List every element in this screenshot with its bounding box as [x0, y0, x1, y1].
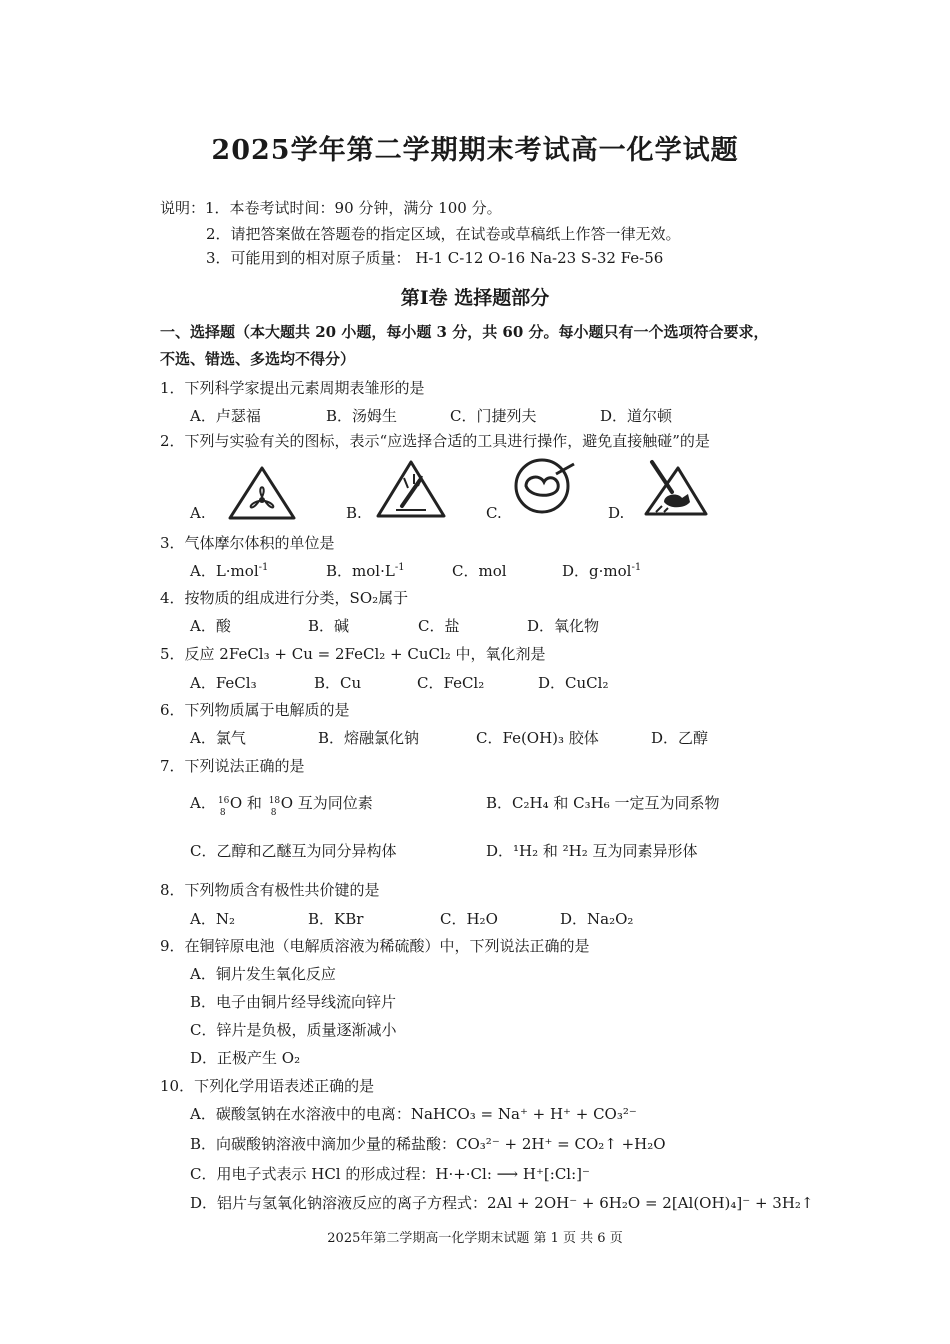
q3-option-d-sup: -1 [631, 562, 642, 573]
q10-option-d: D．铝片与氢氧化钠溶液反应的离子方程式：2Al + 2OH⁻ + 6H₂O = 2[Al(OH)₄]⁻ + 3H₂↑ [190, 1194, 814, 1212]
q1-stem: 1．下列科学家提出元素周期表雏形的是 [160, 379, 425, 397]
q4-option-b: B．碱 [308, 617, 350, 635]
q9-option-d: D．正极产生 O₂ [190, 1049, 301, 1067]
q2-stem: 2．下列与实验有关的图标，表示“应选择合适的工具进行操作，避免直接触碰”的是 [160, 432, 710, 450]
q5-stem: 5．反应 2FeCl₃ + Cu = 2FeCl₂ + CuCl₂ 中，氧化剂是 [160, 645, 546, 663]
q7-option-a-mid: O 和 [229, 794, 262, 812]
q2-option-d: D. [608, 504, 625, 522]
isotope-o16-z: 8 [219, 808, 226, 818]
q3-option-c: C．mol [452, 562, 507, 580]
q5-option-d: D．CuCl₂ [538, 674, 609, 692]
isotope-o16 [216, 793, 230, 818]
q4-option-a: A．酸 [190, 617, 231, 635]
q2-option-a: A. [190, 504, 206, 522]
q1-option-c: C．门捷列夫 [450, 407, 537, 425]
sharp-object-warning-icon [374, 458, 448, 520]
q8-option-a: A．N₂ [190, 910, 235, 928]
hand-protection-warning-icon [638, 458, 710, 520]
q3-option-a-text: A．L·mol [190, 562, 259, 580]
q2-icon-row [190, 462, 810, 527]
q6-option-a: A．氯气 [190, 729, 246, 747]
q4-option-c: C．盐 [418, 617, 460, 635]
q3-option-d [562, 561, 641, 581]
q2-option-c: C. [486, 504, 502, 522]
q1-option-b: B．汤姆生 [326, 407, 398, 425]
q6-option-d: D．乙醇 [651, 729, 709, 747]
q10-option-c: C．用电子式表示 HCl 的形成过程：H·+·Cl: ⟶ H⁺[:Cl:]⁻ [190, 1165, 590, 1183]
hot-surface-tongs-icon [512, 456, 578, 518]
note-2: 2．请把答案做在答题卷的指定区域，在试卷或草稿纸上作答一律无效。 [206, 225, 681, 243]
q8-option-c: C．H₂O [440, 910, 498, 928]
isotope-o18-mass: 18 [268, 796, 281, 806]
section-heading-line2: 不选、错选、多选均不得分） [160, 350, 356, 368]
q7-option-a-post: O 互为同位素 [280, 794, 373, 812]
q3-option-a [190, 561, 268, 581]
q3-option-a-sup: -1 [258, 562, 269, 573]
q4-option-d: D．氧化物 [527, 617, 600, 635]
q3-option-b [326, 561, 405, 581]
q9-stem: 9．在铜锌原电池（电解质溶液为稀硫酸）中，下列说法正确的是 [160, 937, 590, 955]
q6-option-c: C．Fe(OH)₃ 胶体 [476, 729, 599, 747]
q9-option-c: C．锌片是负极，质量逐渐减小 [190, 1021, 397, 1039]
q8-option-d: D．Na₂O₂ [560, 910, 634, 928]
q10-option-a: A．碳酸氢钠在水溶液中的电离：NaHCO₃ = Na⁺ + H⁺ + CO₃²⁻ [190, 1105, 637, 1123]
q7-option-c: C．乙醇和乙醚互为同分异构体 [190, 842, 397, 860]
q7-option-a-label: A． [190, 794, 216, 812]
page-footer: 2025年第二学期高一化学期末试题 第 1 页 共 6 页 [327, 1231, 623, 1246]
q3-option-d-text: D．g·mol [562, 562, 632, 580]
q9-option-a: A．铜片发生氧化反应 [190, 965, 336, 983]
q7-option-d: D．¹H₂ 和 ²H₂ 互为同素异形体 [486, 842, 698, 860]
q5-option-b: B．Cu [314, 674, 362, 692]
q8-option-b: B．KBr [308, 910, 364, 928]
q1-option-a: A．卢瑟福 [190, 407, 261, 425]
q5-option-c: C．FeCl₂ [417, 674, 485, 692]
q5-option-a: A．FeCl₃ [190, 674, 257, 692]
q3-stem: 3．气体摩尔体积的单位是 [160, 534, 335, 552]
q10-stem: 10．下列化学用语表述正确的是 [160, 1077, 375, 1095]
q7-option-a [190, 793, 373, 818]
q7-stem: 7．下列说法正确的是 [160, 757, 305, 775]
q2-option-b: B. [346, 504, 362, 522]
q4-stem: 4．按物质的组成进行分类，SO₂属于 [160, 589, 409, 607]
note-3: 3．可能用到的相对原子质量： H-1 C-12 O-16 Na-23 S-32 Fe-56 [206, 249, 664, 267]
q6-option-b: B．熔融氯化钠 [318, 729, 420, 747]
q10-option-b: B．向碳酸钠溶液中滴加少量的稀盐酸：CO₃²⁻ + 2H⁺ = CO₂↑ +H₂O [190, 1135, 666, 1153]
q1-option-d: D．道尔顿 [600, 407, 673, 425]
page-title: 2025学年第二学期期末考试高一化学试题 [211, 135, 739, 166]
isotope-o18 [267, 793, 281, 818]
q3-option-b-text: B．mol·L [326, 562, 395, 580]
section-heading-line1: 一、选择题（本大题共 20 小题，每小题 3 分，共 60 分。每小题只有一个选项符合要求， [160, 323, 769, 341]
q3-option-b-sup: -1 [394, 562, 405, 573]
q6-stem: 6．下列物质属于电解质的是 [160, 701, 350, 719]
q7-option-b: B．C₂H₄ 和 C₃H₆ 一定互为同系物 [486, 794, 720, 812]
q9-option-b: B．电子由铜片经导线流向锌片 [190, 993, 397, 1011]
isotope-o18-z: 8 [270, 808, 277, 818]
fan-warning-icon [226, 464, 298, 522]
part-title: 第Ⅰ卷 选择题部分 [400, 287, 550, 309]
isotope-o16-mass: 16 [217, 796, 230, 806]
q8-stem: 8．下列物质含有极性共价键的是 [160, 881, 380, 899]
note-1: 说明：1．本卷考试时间：90 分钟，满分 100 分。 [160, 199, 502, 217]
